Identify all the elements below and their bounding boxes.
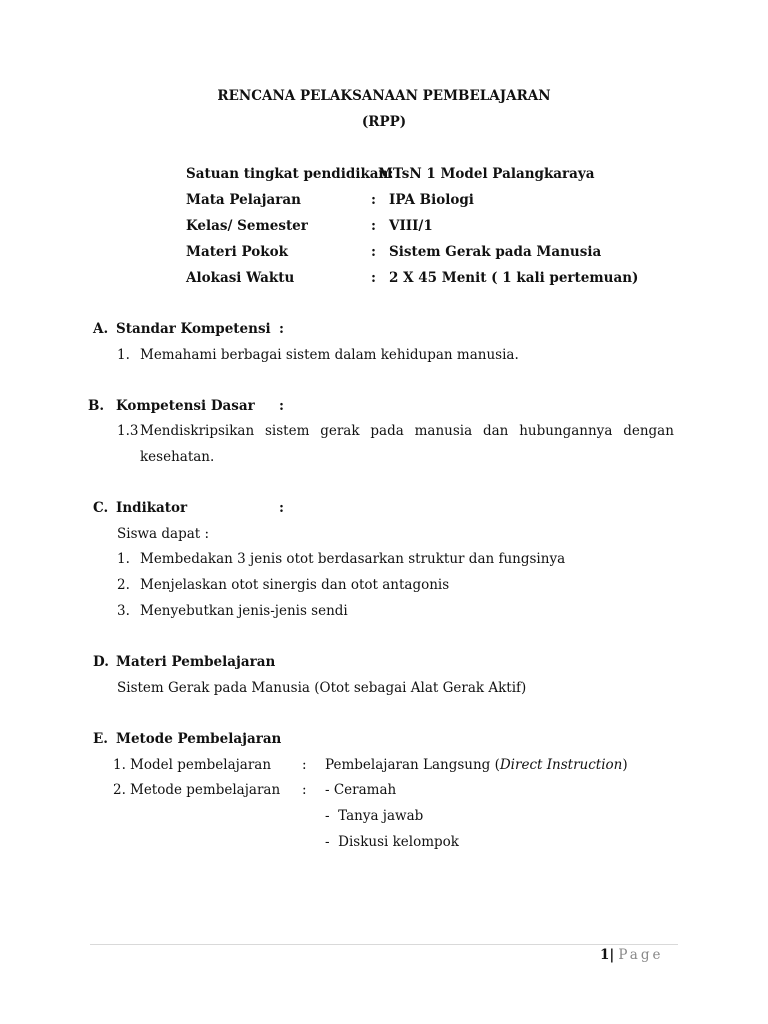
section-c-item-number: 3. — [117, 603, 130, 619]
page-separator: | — [609, 947, 615, 963]
section-a-letter: A. — [93, 321, 109, 337]
section-e-letter: E. — [93, 731, 108, 747]
section-c-letter: C. — [93, 500, 109, 516]
section-c-item-text: Menjelaskan otot sinergis dan otot antagonis — [140, 577, 450, 593]
kelas-semester-label: Kelas/ Semester — [186, 218, 308, 234]
satuan-value: MTsN 1 Model Palangkaraya — [378, 166, 595, 182]
section-a-item-number: 1. — [117, 347, 130, 363]
section-a-heading: Standar Kompetensi — [116, 321, 271, 337]
model-value-close: ) — [622, 757, 628, 773]
section-c-item-number: 2. — [117, 577, 130, 593]
document-subtitle: (RPP) — [361, 114, 407, 130]
page-number: 1 — [600, 947, 610, 963]
section-b-item-number: 1.3 — [117, 423, 139, 439]
model-number: 1. — [113, 757, 126, 773]
document-title: RENCANA PELAKSANAAN PEMBELAJARAN — [217, 88, 551, 104]
section-d-letter: D. — [93, 654, 109, 670]
section-b-letter: B. — [88, 398, 105, 414]
section-a-colon: : — [279, 321, 284, 337]
model-colon: : — [302, 757, 307, 773]
materi-pokok-label: Materi Pokok — [186, 244, 288, 260]
kelas-semester-value: VIII/1 — [389, 218, 433, 234]
section-c-item-text: Menyebutkan jenis-jenis sendi — [140, 603, 348, 619]
model-value — [325, 756, 628, 774]
model-value-italic: Direct Instruction — [499, 757, 623, 773]
justified-word: Mendiskripsikan — [140, 423, 255, 439]
mata-pelajaran-colon: : — [371, 192, 376, 208]
mata-pelajaran-label: Mata Pelajaran — [186, 192, 301, 208]
alokasi-waktu-value: 2 X 45 Menit ( 1 kali pertemuan) — [389, 270, 639, 286]
section-c-heading: Indikator — [116, 500, 188, 516]
materi-pokok-value: Sistem Gerak pada Manusia — [389, 244, 602, 260]
model-label: Model pembelajaran — [130, 757, 272, 773]
section-c-colon: : — [279, 500, 284, 516]
model-value-text: Pembelajaran Langsung ( — [325, 757, 500, 773]
materi-pokok-colon: : — [371, 244, 376, 260]
justified-word: dengan — [623, 423, 674, 439]
section-a-item-text: Memahami berbagai sistem dalam kehidupan manusia. — [140, 347, 519, 363]
satuan-label: Satuan tingkat pendidikan: — [186, 166, 394, 182]
alokasi-waktu-label: Alokasi Waktu — [186, 270, 295, 286]
section-b-item-line2: kesehatan. — [140, 449, 215, 465]
section-d-heading: Materi Pembelajaran — [116, 654, 276, 670]
footer-divider — [90, 944, 678, 945]
section-b-item-line1 — [140, 422, 674, 440]
section-e-heading: Metode Pembelajaran — [116, 731, 282, 747]
justified-word: pada — [370, 423, 404, 439]
mata-pelajaran-value: IPA Biologi — [389, 192, 474, 208]
metode-item: - Diskusi kelompok — [325, 834, 459, 850]
section-d-text: Sistem Gerak pada Manusia (Otot sebagai Alat Gerak Aktif) — [117, 680, 527, 696]
justified-word: gerak — [320, 423, 360, 439]
alokasi-waktu-colon: : — [371, 270, 376, 286]
metode-number: 2. — [113, 782, 126, 798]
metode-label: Metode pembelajaran — [130, 782, 281, 798]
section-b-colon: : — [279, 398, 284, 414]
justified-word: hubungannya — [519, 423, 613, 439]
section-c-item-text: Membedakan 3 jenis otot berdasarkan struktur dan fungsinya — [140, 551, 566, 567]
metode-item: - Ceramah — [325, 782, 397, 798]
metode-item: - Tanya jawab — [325, 808, 424, 824]
page-word: Page — [618, 947, 664, 963]
justified-word: dan — [482, 423, 509, 439]
metode-colon: : — [302, 782, 307, 798]
section-b-heading: Kompetensi Dasar — [116, 398, 255, 414]
section-c-item-number: 1. — [117, 551, 130, 567]
justified-word: manusia — [414, 423, 473, 439]
section-c-intro: Siswa dapat : — [117, 526, 210, 542]
page-footer — [600, 947, 664, 963]
justified-word: sistem — [265, 423, 310, 439]
kelas-semester-colon: : — [371, 218, 376, 234]
